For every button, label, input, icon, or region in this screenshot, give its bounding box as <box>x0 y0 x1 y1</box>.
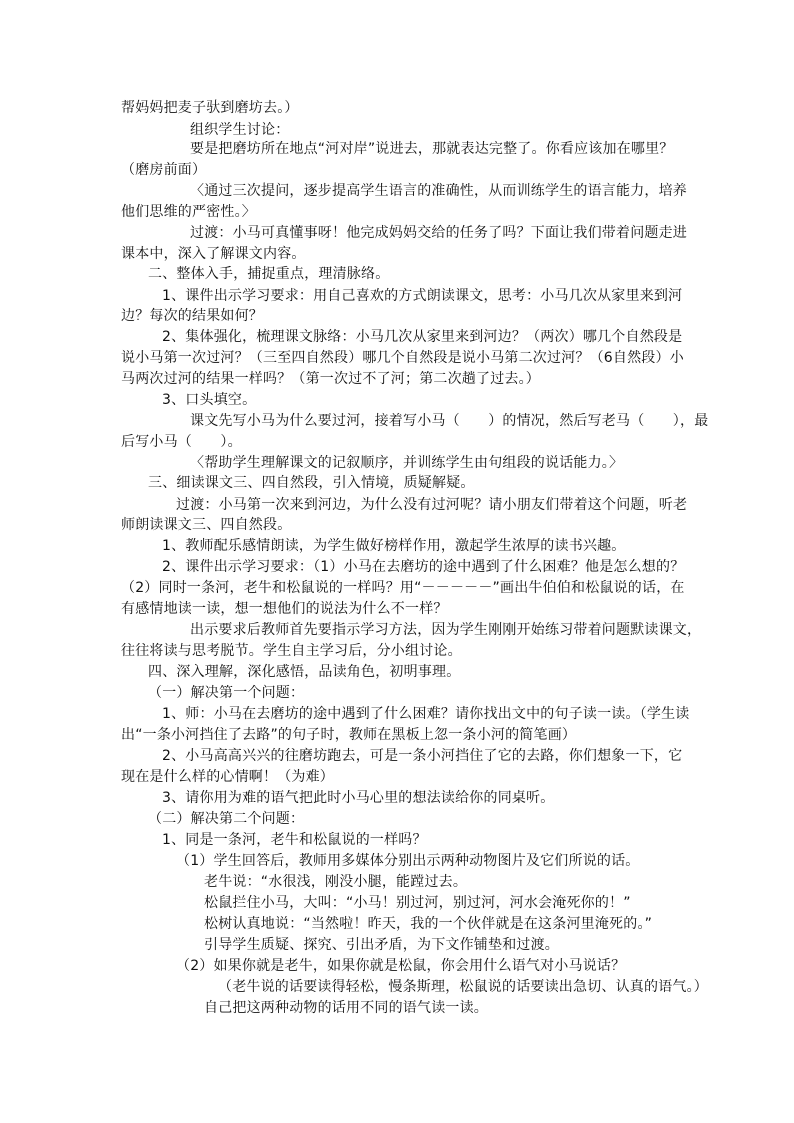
text-line: （2）同时一条河，老牛和松鼠说的一样吗？用“－－－－－”画出牛伯伯和松鼠说的话，在 <box>121 580 685 596</box>
text-line: 出示要求后教师首先要指示学习方法，因为学生刚刚开始练习带着问题默读课文， <box>190 622 702 638</box>
text-line: 自己把这两种动物的话用不同的语气读一读。 <box>204 1000 488 1016</box>
text-line: （磨房前面） <box>121 162 207 178</box>
text-line: 过渡：小马可真懂事呀！他完成妈妈交给的任务了吗？下面让我们带着问题走进 <box>190 225 687 241</box>
text-line: 要是把磨坊所在地点“河对岸”说进去，那就表达完整了。你看应该加在哪里？ <box>190 141 674 157</box>
section-heading: 三、细读课文三、四自然段，引入情境，质疑解疑。 <box>148 475 475 491</box>
section-heading: 二、整体入手，捕捉重点，理清脉络。 <box>148 266 390 282</box>
text-line: 组织学生讨论： <box>190 122 290 138</box>
text-line: 有感情地读一读，想一想他们的说法为什么不一样？ <box>121 601 448 617</box>
text-line: 过渡：小马第一次来到河边，为什么没有过河呢？请小朋友们带着这个问题，听老 <box>176 497 688 513</box>
text-line: 1、课件出示学习要求：用自己喜欢的方式朗读课文，思考：小马几次从家里来到河 <box>162 288 683 304</box>
text-line: 老牛说：“水很浅，刚没小腿，能蹚过去。 <box>204 874 468 890</box>
subsection-heading: （一）解决第一个问题： <box>148 685 305 701</box>
text-line: 往往将读与思考脱节。学生自主学习后，分小组讨论。 <box>121 643 462 659</box>
text-line: 马两次过河的结果一样吗？（第一次过不了河；第二次趟了过去。） <box>121 371 540 387</box>
text-line: 边？每次的结果如何？ <box>121 308 263 324</box>
text-line: 松树认真地说：“当然啦！昨天，我的一个伙伴就是在这条河里淹死的。” <box>204 916 653 932</box>
text-line: 引导学生质疑、探究、引出矛盾，为下文作铺垫和过渡。 <box>204 937 559 953</box>
text-line: 〈帮助学生理解课文的记叙顺序，并训练学生由句组段的说话能力。〉 <box>190 455 624 471</box>
text-line: 课本中，深入了解课文内容。 <box>121 246 306 262</box>
text-line: 1、同是一条河，老牛和松鼠说的一样吗？ <box>162 832 427 848</box>
text-line: 帮妈妈把麦子驮到磨坊去。） <box>121 100 299 116</box>
section-heading: 四、深入理解，深化感悟，品读角色，初明事理。 <box>148 664 461 680</box>
text-line: 课文先写小马为什么要过河，接着写小马（ ）的情况，然后写老马（ ），最 <box>190 413 709 429</box>
text-line: 2、课件出示学习要求：（1）小马在去磨坊的途中遇到了什么困难？他是怎么想的？ <box>162 559 685 575</box>
text-line: 他们思维的严密性。〉 <box>121 204 256 220</box>
text-line: 〈通过三次提问，逐步提高学生语言的准确性，从而训练学生的语言能力，培养 <box>190 183 687 199</box>
text-line: 2、小马高高兴兴的往磨坊跑去，可是一条小河挡住了它的去路，你们想象一下，它 <box>162 748 683 764</box>
text-line: （老牛说的话要读得轻松，慢条斯理，松鼠说的话要读出急切、认真的语气。） <box>218 979 708 995</box>
text-line: 出“一条小河挡住了去路”的句子时，教师在黑板上忽一条小河的简笔画） <box>121 727 577 743</box>
text-line: （1）学生回答后，教师用多媒体分别出示两种动物图片及它们所说的话。 <box>176 853 640 869</box>
text-line: 1、教师配乐感情朗读，为学生做好榜样作用，激起学生浓厚的读书兴趣。 <box>162 538 626 554</box>
text-line: 后写小马（ ）。 <box>121 434 242 450</box>
text-line: 2、集体强化，梳理课文脉络：小马几次从家里来到河边？（两次）哪几个自然段是 <box>162 329 683 345</box>
text-line: 说小马第一次过河？（三至四自然段）哪几个自然段是说小马第二次过河？（6自然段）小 <box>121 350 684 366</box>
subsection-heading: （二）解决第二个问题： <box>148 811 305 827</box>
text-line: 3、请你用为难的语气把此时小马心里的想法读给你的同桌听。 <box>162 790 555 806</box>
text-line: 师朗读课文三、四自然段。 <box>121 517 292 533</box>
text-line: 松鼠拦住小马，大叫：“小马！别过河，别过河，河水会淹死你的！” <box>204 895 631 911</box>
text-line: （2）如果你就是老牛，如果你就是松鼠，你会用什么语气对小马说话？ <box>176 958 626 974</box>
text-line: 1、师：小马在去磨坊的途中遇到了什么困难？请你找出文中的句子读一读。（学生读 <box>162 706 690 722</box>
text-line: 现在是什么样的心情啊！（为难） <box>121 769 334 785</box>
text-line: 3、口头填空。 <box>162 392 257 408</box>
